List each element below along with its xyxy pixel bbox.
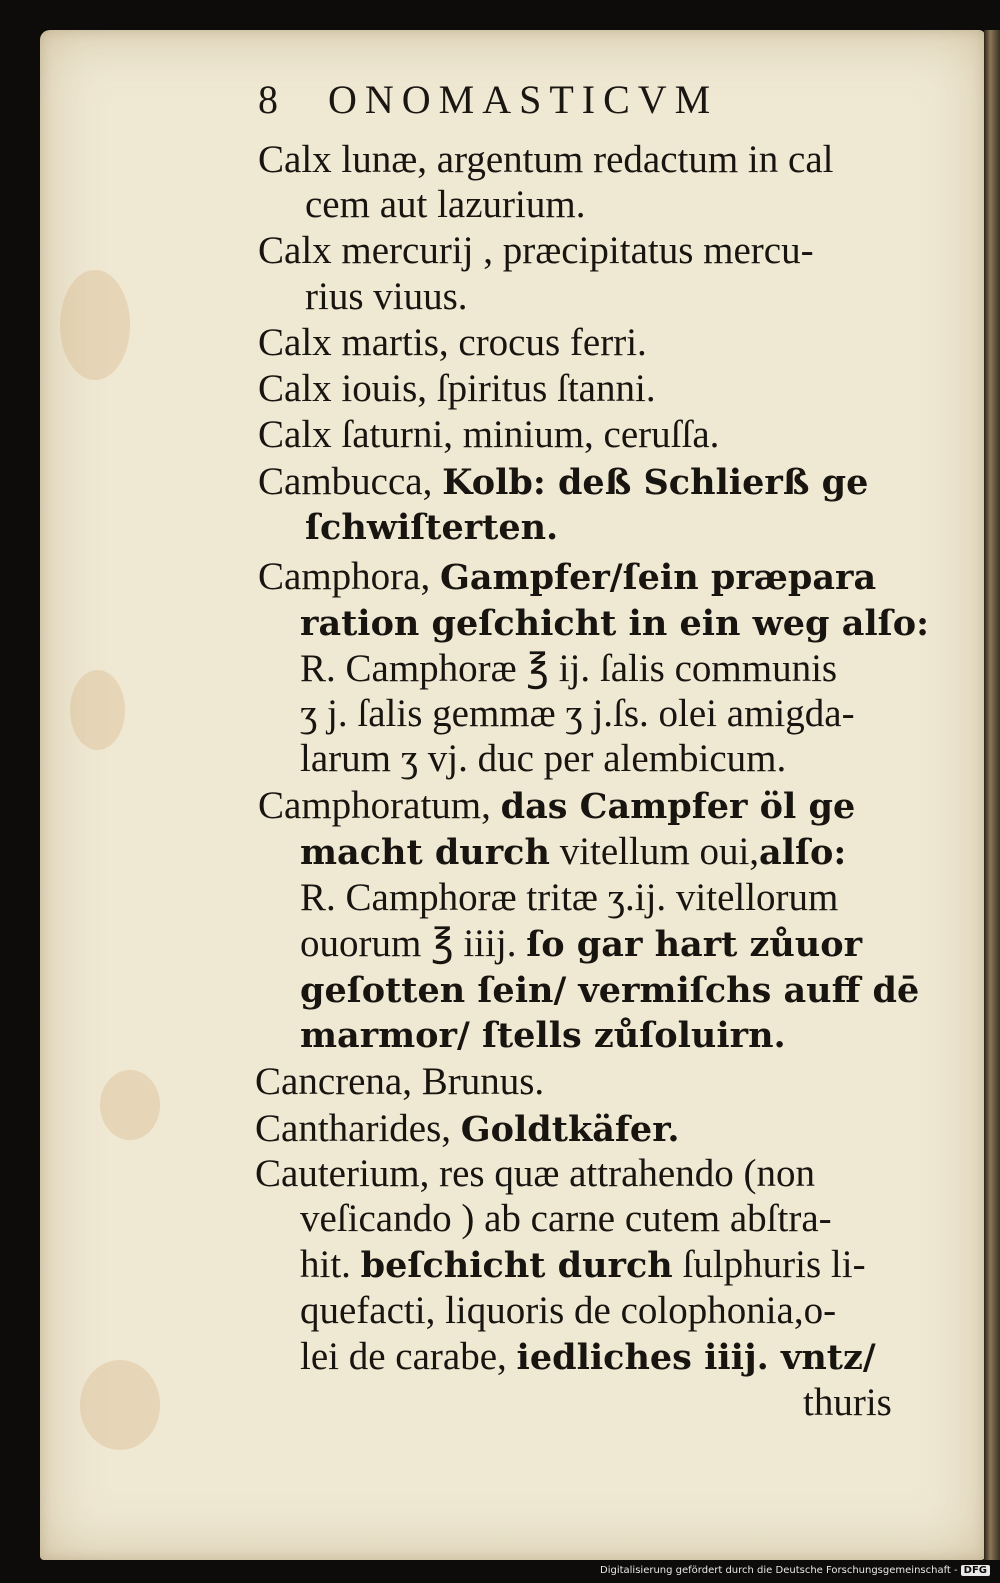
text-line [300,922,862,967]
text-line [255,1152,815,1196]
text-line [300,1335,876,1380]
text-line [258,784,855,829]
text-line [258,413,719,457]
roman-text: R. Camphoræ ℥ ij. ſalis communis [300,647,838,690]
blackletter-text: beſchicht durch [360,1245,673,1286]
blackletter-text: Kolb: deß Schlierß ge [442,462,869,503]
dfg-logo: DFG [961,1565,990,1576]
text-line [300,876,838,920]
roman-text: ouorum ℥ iiij. [300,922,527,965]
running-title: ONOMASTICVM [328,77,719,122]
roman-text: Camphora, [258,555,440,598]
text-line [300,737,786,781]
text-line [258,138,833,182]
roman-text: Calx lunæ, argentum redactum in cal [258,138,834,181]
blackletter-text: Gampfer/ſein præpara [439,557,877,598]
text-line [305,505,558,550]
text-line [300,692,855,736]
roman-text: Calx martis, crocus ferri. [258,321,647,364]
text-line [803,1381,892,1425]
roman-text: Cauterium, res quæ attrahendo (non [255,1152,815,1195]
roman-text: Calx iouis, ſpiritus ſtanni. [258,367,656,410]
text-line [300,647,837,691]
text-line [258,367,656,411]
text-line [300,1289,836,1333]
blackletter-text: geſotten ſein/ vermiſchs auff dē [300,970,920,1011]
text-line [258,460,868,505]
text-line [300,1243,866,1288]
credit-text: Digitalisierung gefördert durch die Deutsche Forschungsgemeinschaft - [600,1565,958,1576]
running-header [258,76,718,123]
roman-text: Cancrena, Brunus. [255,1060,545,1103]
text-line [255,1060,544,1104]
roman-text: quefacti, liquoris de colophonia,o- [300,1289,837,1332]
roman-text: Calx mercurij , præcipitatus mercu- [258,229,814,272]
page-number: 8 [258,77,278,122]
stain [70,670,125,750]
roman-text: lei de carabe, [300,1335,517,1378]
text-line [258,321,647,365]
roman-text: alſo: [759,832,847,873]
roman-text: ʒ j. ſalis gemmæ ʒ j.ſs. olei amigda- [300,692,855,735]
blackletter-text: macht durch [300,832,550,873]
text-line [300,1197,832,1241]
roman-text: larum ʒ vj. duc per alembicum. [300,737,787,780]
blackletter-text: Goldtkäfer. [460,1109,680,1150]
text-line [255,1107,680,1152]
text-line [258,229,814,273]
roman-text: R. Camphoræ tritæ ʒ.ij. vitellorum [300,876,839,919]
digitization-credit [600,1565,990,1576]
roman-text: Camphoratum, [258,784,501,827]
stain [60,270,130,380]
text-line [300,968,919,1013]
roman-text: cem aut lazurium. [305,183,586,226]
roman-text: ſulphuris li- [672,1243,866,1286]
roman-text: vitellum oui, [559,830,760,873]
stain [100,1070,160,1140]
blackletter-text: ration geſchicht in ein weg alſo: [300,603,929,644]
roman-text: veſicando ) ab carne cutem abſtra- [300,1197,832,1240]
roman-text: Cambucca, [258,460,443,503]
roman-text: thuris [803,1381,892,1424]
page-edge [984,30,1000,1560]
blackletter-text: marmor/ ſtells zůſoluirn. [300,1015,786,1056]
text-line [300,1013,786,1058]
roman-text: hit. [300,1243,361,1286]
text-line [300,601,929,646]
stain [80,1360,160,1450]
roman-text: Calx ſaturni, minium, ceruſſa. [258,413,720,456]
text-line [305,183,585,227]
text-line [258,555,876,600]
text-line [300,830,846,875]
roman-text: Cantharides, [255,1107,461,1150]
blackletter-text: ſo gar hart zůuor [526,924,863,965]
blackletter-text: iedliches iiij. vntz/ [516,1337,876,1378]
roman-text: rius viuus. [305,275,468,318]
blackletter-text: das Campfer öl ge [500,786,856,827]
blackletter-text: ſchwiſterten. [305,507,559,548]
text-line [305,275,468,319]
